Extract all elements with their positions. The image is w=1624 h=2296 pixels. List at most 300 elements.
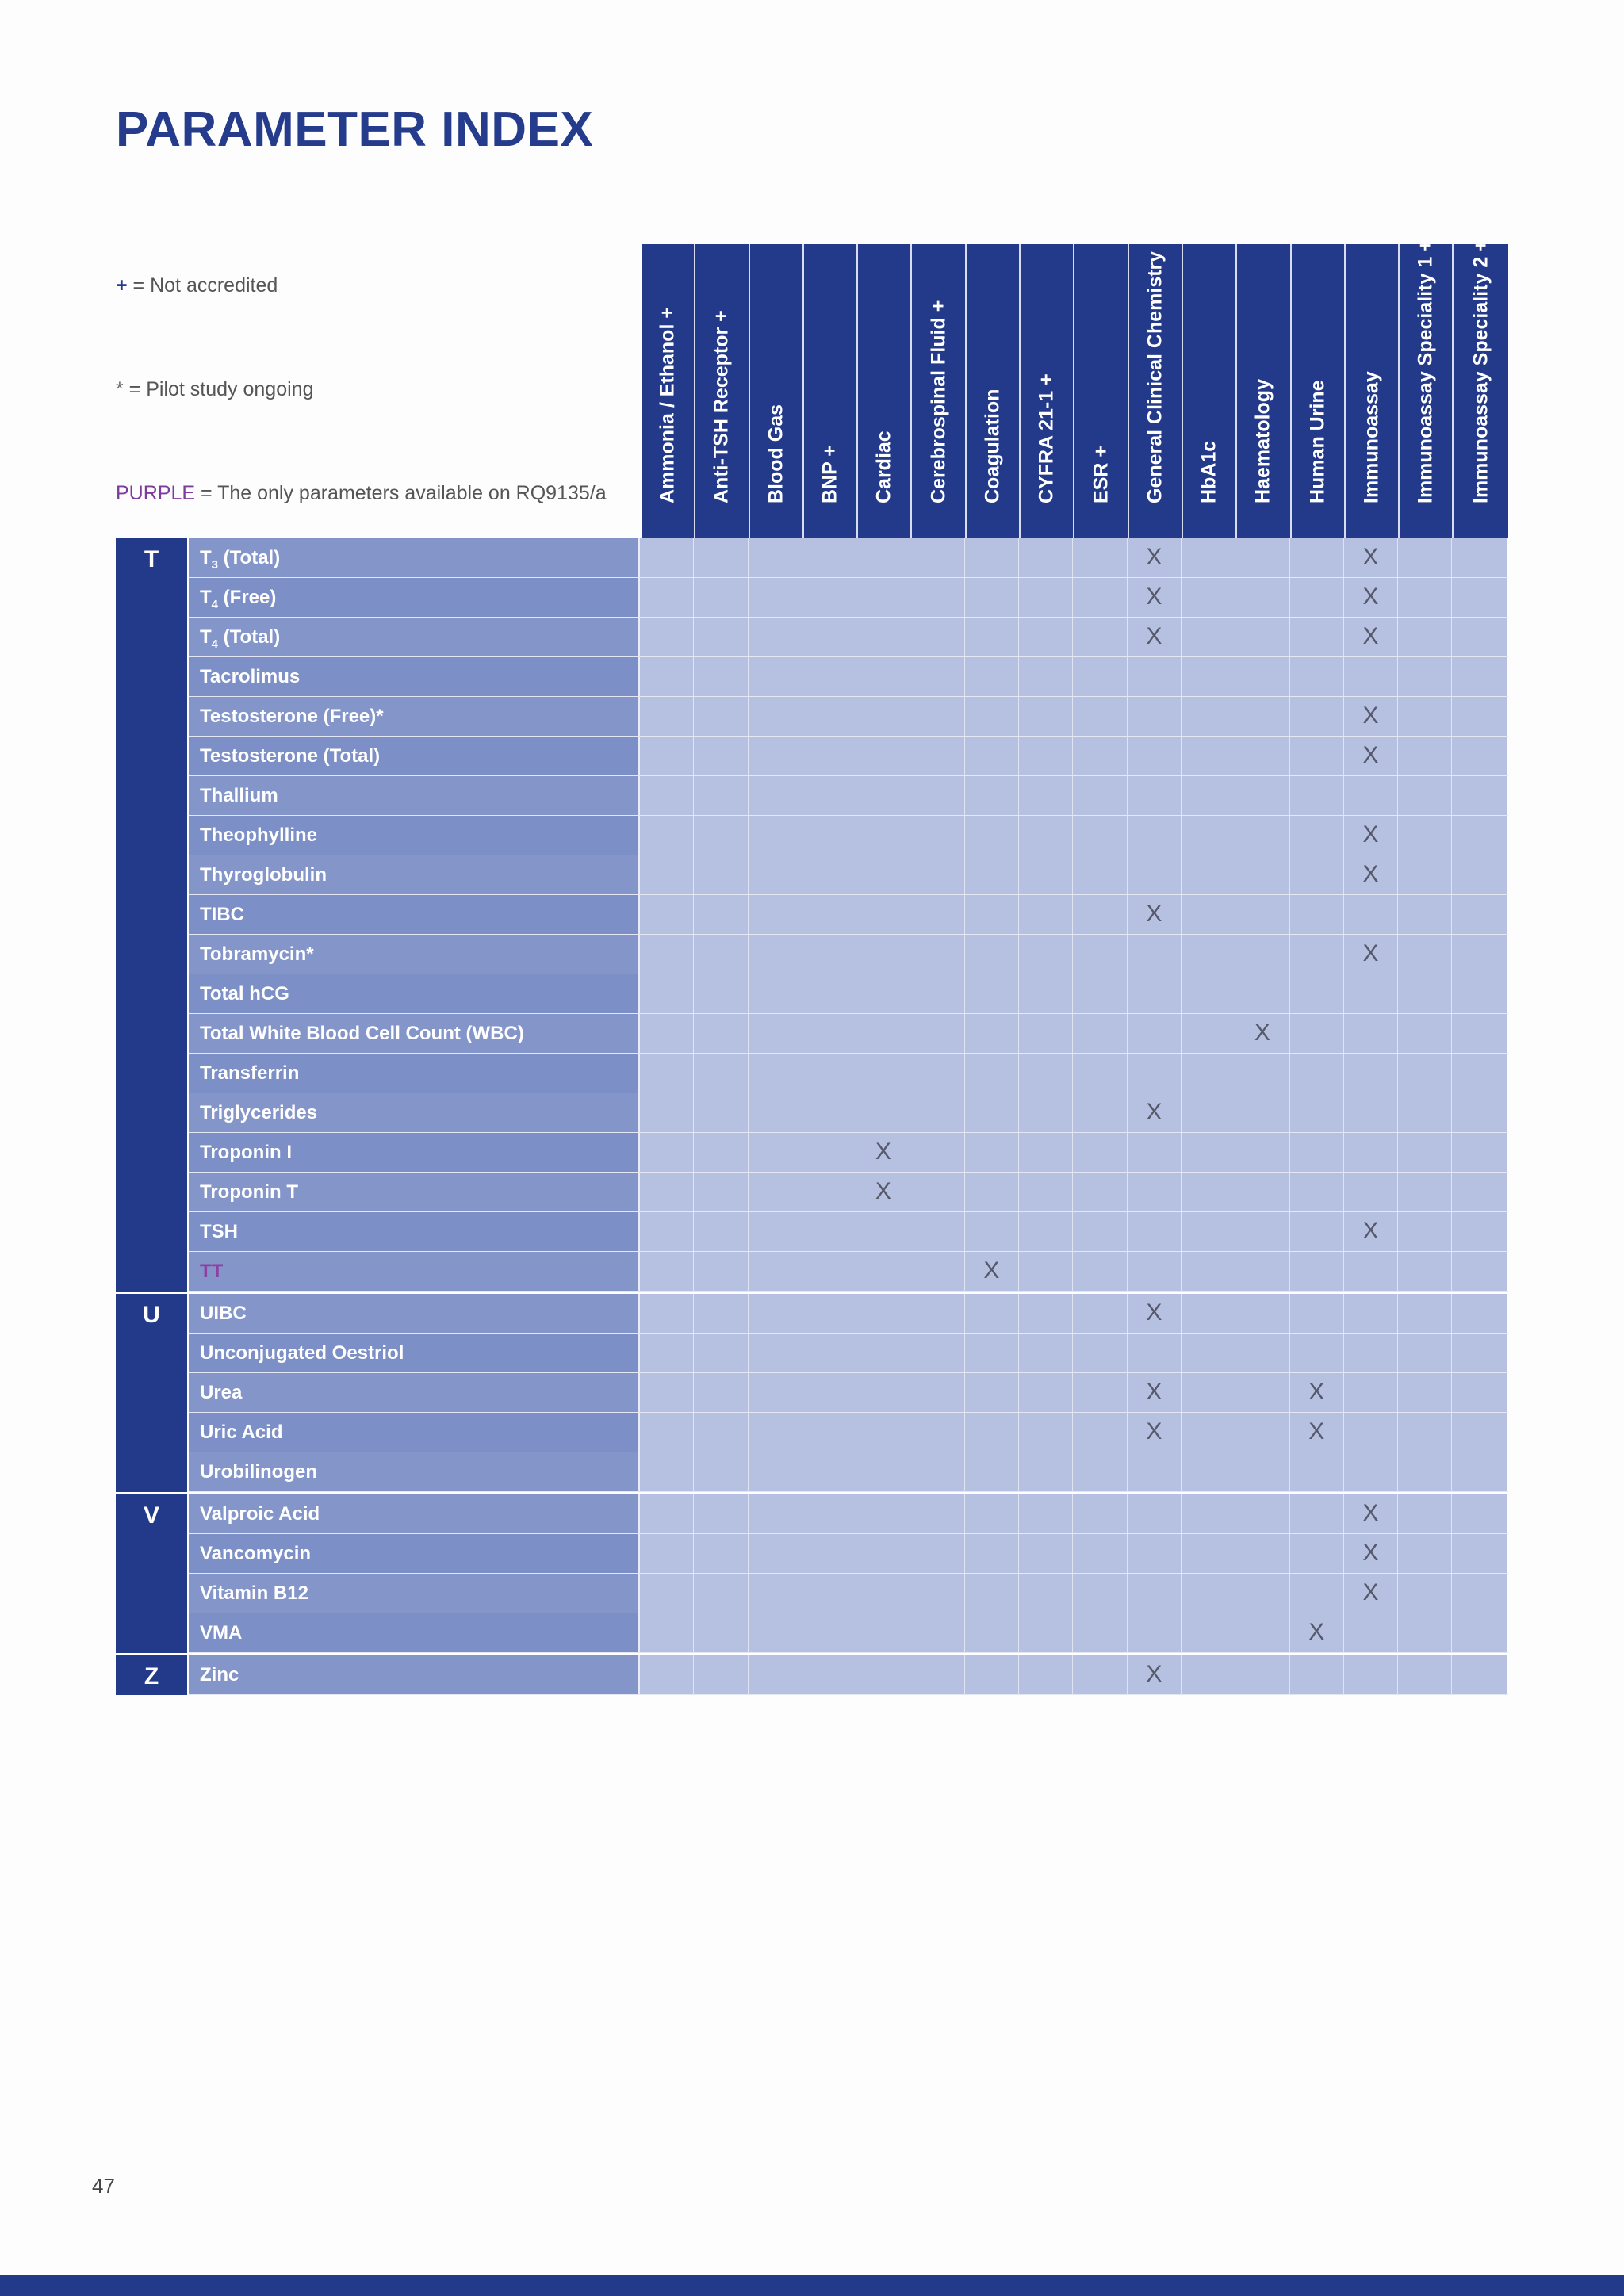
matrix-cell <box>1290 1173 1344 1211</box>
matrix-cell <box>640 1413 694 1452</box>
parameter-label: TT <box>200 1261 224 1282</box>
parameter-name <box>189 1574 640 1613</box>
table-row <box>189 1133 1508 1173</box>
matrix-cell <box>1344 974 1398 1013</box>
table-row <box>189 1173 1508 1212</box>
matrix-cell <box>1344 1494 1398 1533</box>
matrix-cell <box>856 895 910 934</box>
matrix-cell <box>640 578 694 617</box>
matrix-cell <box>965 1613 1019 1652</box>
parameter-name <box>189 1014 640 1053</box>
matrix-cell <box>640 1173 694 1211</box>
matrix-cell <box>802 578 856 617</box>
column-header-label: Cardiac <box>872 430 895 503</box>
matrix-cell <box>1235 578 1289 617</box>
matrix-cell <box>1452 1294 1506 1333</box>
footer-bar <box>0 2275 1624 2296</box>
parameter-name <box>189 578 640 617</box>
table-row <box>189 1334 1508 1373</box>
matrix-cell <box>856 1534 910 1573</box>
column-header <box>1074 244 1128 538</box>
x-mark: X <box>1308 1619 1325 1645</box>
matrix-cell <box>1398 1334 1452 1372</box>
matrix-cell <box>910 1613 964 1652</box>
matrix-cell <box>749 816 802 855</box>
matrix-cell <box>1073 578 1127 617</box>
matrix-cell <box>856 538 910 577</box>
matrix-cell <box>1073 1334 1127 1372</box>
matrix-cell <box>856 1655 910 1694</box>
matrix-cell <box>1235 1252 1289 1291</box>
matrix-cell <box>1290 1613 1344 1652</box>
matrix-cell <box>1182 1014 1235 1053</box>
matrix-cell <box>1073 1054 1127 1093</box>
matrix-cell <box>749 1655 802 1694</box>
matrix-cell <box>856 855 910 894</box>
matrix-cell <box>640 1054 694 1093</box>
matrix-cell <box>1398 1534 1452 1573</box>
matrix-cell <box>1398 657 1452 696</box>
matrix-cell <box>1182 776 1235 815</box>
matrix-cell <box>1073 935 1127 974</box>
matrix-cell <box>802 1014 856 1053</box>
matrix-cell <box>749 618 802 656</box>
matrix-cell <box>1398 1494 1452 1533</box>
matrix-cell <box>694 578 748 617</box>
column-header-label: General Clinical Chemistry <box>1143 251 1166 503</box>
matrix-cell <box>640 1294 694 1333</box>
x-mark: X <box>875 1178 891 1204</box>
matrix-cell <box>856 1452 910 1491</box>
parameter-name <box>189 1093 640 1132</box>
matrix-cell <box>856 1093 910 1132</box>
matrix-cell <box>1019 1452 1073 1491</box>
matrix-cell <box>1452 816 1506 855</box>
table-row <box>189 1252 1508 1292</box>
x-mark: X <box>1362 702 1379 729</box>
matrix-cell <box>1398 816 1452 855</box>
matrix-cell <box>1290 1093 1344 1132</box>
matrix-cell <box>749 697 802 736</box>
matrix-cell <box>1235 1334 1289 1372</box>
matrix-cell <box>1128 1452 1182 1491</box>
matrix-cell <box>965 1452 1019 1491</box>
matrix-cell <box>802 1373 856 1412</box>
legend-not-accredited <box>116 274 278 297</box>
matrix-cell <box>1235 1054 1289 1093</box>
matrix-cell <box>640 1655 694 1694</box>
matrix-cell <box>1235 1014 1289 1053</box>
matrix-cell <box>694 974 748 1013</box>
parameter-label: Valproic Acid <box>200 1503 320 1525</box>
matrix-cell <box>1128 618 1182 656</box>
matrix-cell <box>1019 1613 1073 1652</box>
matrix-cell <box>1344 1093 1398 1132</box>
table-row <box>189 618 1508 657</box>
parameter-name <box>189 1494 640 1533</box>
matrix-cell <box>640 1212 694 1251</box>
matrix-cell <box>856 776 910 815</box>
matrix-cell <box>640 1252 694 1291</box>
matrix-cell <box>1182 816 1235 855</box>
matrix-cell <box>1182 1252 1235 1291</box>
matrix-cell <box>1128 895 1182 934</box>
matrix-cell <box>965 1494 1019 1533</box>
matrix-cell <box>1182 1413 1235 1452</box>
matrix-cell <box>1452 697 1506 736</box>
matrix-cell <box>1290 657 1344 696</box>
parameter-subscript: 4 <box>211 637 219 651</box>
matrix-cell <box>1182 1494 1235 1533</box>
x-mark: X <box>1146 623 1162 649</box>
parameter-name <box>189 1212 640 1251</box>
matrix-cell <box>910 1054 964 1093</box>
matrix-cell <box>694 1613 748 1652</box>
matrix-cell <box>1290 1494 1344 1533</box>
group-letter: T <box>116 538 187 1292</box>
matrix-cell <box>1235 1413 1289 1452</box>
matrix-cell <box>640 1373 694 1412</box>
parameter-name <box>189 1054 640 1093</box>
matrix-cell <box>1073 657 1127 696</box>
matrix-cell <box>1235 816 1289 855</box>
matrix-cell <box>1290 697 1344 736</box>
matrix-cell <box>1182 578 1235 617</box>
matrix-cell <box>1452 776 1506 815</box>
matrix-cell <box>910 1093 964 1132</box>
matrix-cell <box>1290 1133 1344 1172</box>
matrix-cell <box>1182 895 1235 934</box>
matrix-cell <box>802 776 856 815</box>
matrix-cell <box>1235 618 1289 656</box>
matrix-cell <box>856 1574 910 1613</box>
column-header-label: Immunoassay Speciality 1 + <box>1414 239 1437 503</box>
matrix-cell <box>1128 1413 1182 1452</box>
column-header <box>967 244 1021 538</box>
matrix-cell <box>1128 1173 1182 1211</box>
x-mark: X <box>1362 1218 1379 1244</box>
x-mark: X <box>1362 940 1379 966</box>
matrix-cell <box>1182 657 1235 696</box>
matrix-cell <box>910 974 964 1013</box>
matrix-cell <box>910 737 964 775</box>
column-header <box>913 244 967 538</box>
matrix-cell <box>802 1452 856 1491</box>
matrix-cell <box>694 1494 748 1533</box>
matrix-cell <box>1398 1655 1452 1694</box>
matrix-cell <box>1452 974 1506 1013</box>
matrix-cell <box>1452 1173 1506 1211</box>
matrix-cell <box>1073 974 1127 1013</box>
matrix-cell <box>749 1014 802 1053</box>
matrix-cell <box>1019 657 1073 696</box>
parameter-label: Troponin I <box>200 1142 292 1163</box>
table-row <box>189 1413 1508 1452</box>
matrix-cell <box>640 1574 694 1613</box>
parameter-label: TIBC <box>200 904 244 925</box>
matrix-cell <box>1398 1252 1452 1291</box>
matrix-cell <box>1452 895 1506 934</box>
matrix-cell <box>1073 1574 1127 1613</box>
matrix-cell <box>910 1212 964 1251</box>
matrix-cell <box>1398 1574 1452 1613</box>
matrix-cell <box>749 895 802 934</box>
matrix-cell <box>965 1334 1019 1372</box>
matrix-cell <box>1128 1054 1182 1093</box>
parameter-name <box>189 1655 640 1694</box>
parameter-label: T <box>200 547 212 568</box>
table-row <box>189 1054 1508 1093</box>
matrix-cell <box>1073 1212 1127 1251</box>
matrix-cell <box>1290 1373 1344 1412</box>
matrix-cell <box>640 1334 694 1372</box>
matrix-cell <box>640 697 694 736</box>
matrix-cell <box>1073 1452 1127 1491</box>
matrix-cell <box>1290 1014 1344 1053</box>
matrix-cell <box>802 1294 856 1333</box>
matrix-cell <box>856 1413 910 1452</box>
matrix-cell <box>965 737 1019 775</box>
matrix-cell <box>694 1133 748 1172</box>
parameter-name <box>189 895 640 934</box>
matrix-cell <box>1235 935 1289 974</box>
matrix-cell <box>1019 1534 1073 1573</box>
matrix-cell <box>802 1655 856 1694</box>
matrix-cell <box>1019 1212 1073 1251</box>
matrix-cell <box>1452 1534 1506 1573</box>
matrix-cell <box>802 737 856 775</box>
matrix-cell <box>1344 578 1398 617</box>
matrix-cell <box>694 737 748 775</box>
matrix-cell <box>1452 1334 1506 1372</box>
matrix-cell <box>1019 1014 1073 1053</box>
matrix-cell <box>1019 1173 1073 1211</box>
matrix-cell <box>910 776 964 815</box>
matrix-cell <box>1344 776 1398 815</box>
x-mark: X <box>1146 1299 1162 1326</box>
parameter-name <box>189 1613 640 1652</box>
matrix-cell <box>910 1494 964 1533</box>
matrix-cell <box>1398 578 1452 617</box>
legend-pilot <box>116 378 313 401</box>
matrix-cell <box>1019 1373 1073 1412</box>
parameter-subscript: 3 <box>211 557 219 572</box>
group-letter: U <box>116 1294 187 1492</box>
matrix-cell <box>640 1494 694 1533</box>
matrix-cell <box>802 1054 856 1093</box>
parameter-label: UIBC <box>200 1303 247 1324</box>
matrix-cell <box>1019 1294 1073 1333</box>
matrix-cell <box>856 816 910 855</box>
matrix-cell <box>1344 1373 1398 1412</box>
column-header <box>1021 244 1074 538</box>
x-mark: X <box>875 1138 891 1165</box>
matrix-cell <box>749 1133 802 1172</box>
table-row <box>189 657 1508 697</box>
matrix-cell <box>694 1334 748 1372</box>
parameter-label: Tacrolimus <box>200 666 301 687</box>
table-row <box>189 895 1508 935</box>
matrix-cell <box>1073 1173 1127 1211</box>
legend-text: = Pilot study ongoing <box>123 378 314 400</box>
matrix-cell <box>1235 895 1289 934</box>
matrix-cell <box>1452 618 1506 656</box>
parameter-name <box>189 618 640 656</box>
column-header-label: Immunoassay <box>1360 371 1383 503</box>
matrix-cell <box>1019 935 1073 974</box>
x-mark: X <box>1362 584 1379 610</box>
matrix-cell <box>1398 1373 1452 1412</box>
matrix-cell <box>1235 697 1289 736</box>
matrix-cell <box>1344 618 1398 656</box>
matrix-cell <box>749 1613 802 1652</box>
parameter-label: Troponin T <box>200 1181 298 1203</box>
matrix-cell <box>749 1574 802 1613</box>
column-header-label: Ammonia / Ethanol + <box>656 307 679 503</box>
matrix-cell <box>910 1334 964 1372</box>
matrix-cell <box>965 618 1019 656</box>
matrix-cell <box>1128 1334 1182 1372</box>
matrix-cell <box>965 1294 1019 1333</box>
x-mark: X <box>1362 742 1379 768</box>
column-header <box>1237 244 1291 538</box>
matrix-cell <box>1290 1452 1344 1491</box>
matrix-cell <box>1128 578 1182 617</box>
matrix-cell <box>1398 1212 1452 1251</box>
table-row <box>189 1294 1508 1334</box>
matrix-cell <box>1235 657 1289 696</box>
x-mark: X <box>1146 544 1162 570</box>
matrix-cell <box>1398 1452 1452 1491</box>
legend-text: = The only parameters available on RQ9135/a <box>195 482 607 504</box>
parameter-label: TSH <box>200 1221 238 1242</box>
column-header-label: Coagulation <box>981 388 1004 503</box>
matrix-cell <box>640 1014 694 1053</box>
column-header <box>858 244 912 538</box>
matrix-cell <box>694 1014 748 1053</box>
table-row <box>189 737 1508 776</box>
matrix-cell <box>856 1613 910 1652</box>
matrix-cell <box>1290 1294 1344 1333</box>
matrix-cell <box>1235 1655 1289 1694</box>
matrix-cell <box>1398 776 1452 815</box>
matrix-cell <box>640 538 694 577</box>
matrix-cell <box>749 855 802 894</box>
matrix-cell <box>1344 935 1398 974</box>
parameter-label: Tobramycin* <box>200 943 314 965</box>
parameter-label: Unconjugated Oestriol <box>200 1342 404 1364</box>
matrix-cell <box>1128 855 1182 894</box>
table-row <box>189 935 1508 974</box>
matrix-cell <box>802 657 856 696</box>
matrix-cell <box>910 1413 964 1452</box>
matrix-cell <box>802 1574 856 1613</box>
matrix-cell <box>1290 1534 1344 1573</box>
matrix-cell <box>1452 1093 1506 1132</box>
matrix-cell <box>1128 1574 1182 1613</box>
matrix-cell <box>856 1173 910 1211</box>
parameter-name <box>189 816 640 855</box>
matrix-cell <box>749 974 802 1013</box>
matrix-cell <box>694 1534 748 1573</box>
matrix-cell <box>1235 1452 1289 1491</box>
matrix-cell <box>749 1494 802 1533</box>
matrix-cell <box>694 1252 748 1291</box>
matrix-cell <box>1452 737 1506 775</box>
matrix-cell <box>1019 1054 1073 1093</box>
parameter-label: T <box>200 587 212 608</box>
matrix-cell <box>1235 1574 1289 1613</box>
parameter-label: Thallium <box>200 785 278 806</box>
matrix-cell <box>1452 1655 1506 1694</box>
matrix-cell <box>1344 1413 1398 1452</box>
parameter-name <box>189 697 640 736</box>
matrix-cell <box>910 618 964 656</box>
matrix-cell <box>856 1252 910 1291</box>
table-row <box>189 1452 1508 1492</box>
matrix-cell <box>856 1494 910 1533</box>
matrix-cell <box>640 816 694 855</box>
matrix-cell <box>965 855 1019 894</box>
matrix-cell <box>1235 1093 1289 1132</box>
matrix-cell <box>910 578 964 617</box>
matrix-cell <box>1235 1294 1289 1333</box>
matrix-cell <box>1235 1494 1289 1533</box>
parameter-label: Testosterone (Total) <box>200 745 381 767</box>
matrix-cell <box>856 737 910 775</box>
parameter-label: VMA <box>200 1622 243 1644</box>
parameter-label: T <box>200 626 212 648</box>
matrix-cell <box>1235 1133 1289 1172</box>
legend-symbol: + <box>116 274 128 297</box>
matrix-cell <box>802 1534 856 1573</box>
matrix-cell <box>1182 1212 1235 1251</box>
matrix-cell <box>1235 1534 1289 1573</box>
parameter-label: Urobilinogen <box>200 1461 317 1483</box>
matrix-cell <box>802 1252 856 1291</box>
matrix-cell <box>1452 657 1506 696</box>
matrix-cell <box>1182 538 1235 577</box>
matrix-cell <box>910 657 964 696</box>
matrix-cell <box>802 855 856 894</box>
matrix-cell <box>856 1133 910 1172</box>
matrix-cell <box>1073 1494 1127 1533</box>
matrix-cell <box>802 538 856 577</box>
parameter-name <box>189 1133 640 1172</box>
matrix-cell <box>910 1534 964 1573</box>
table-row <box>189 1534 1508 1574</box>
matrix-cell <box>1452 1574 1506 1613</box>
matrix-cell <box>1128 935 1182 974</box>
matrix-cell <box>1452 578 1506 617</box>
parameter-name <box>189 1334 640 1372</box>
matrix-cell <box>749 1093 802 1132</box>
matrix-cell <box>640 776 694 815</box>
table-row <box>189 974 1508 1014</box>
matrix-cell <box>1128 1373 1182 1412</box>
matrix-cell <box>749 578 802 617</box>
x-mark: X <box>1146 1099 1162 1125</box>
matrix-cell <box>965 816 1019 855</box>
matrix-cell <box>1019 1252 1073 1291</box>
matrix-cell <box>802 1212 856 1251</box>
column-header-label: CYFRA 21-1 + <box>1035 373 1058 503</box>
table-row <box>189 1494 1508 1534</box>
matrix-cell <box>1290 816 1344 855</box>
matrix-cell <box>1182 1054 1235 1093</box>
matrix-cell <box>1344 895 1398 934</box>
column-header <box>1129 244 1183 538</box>
